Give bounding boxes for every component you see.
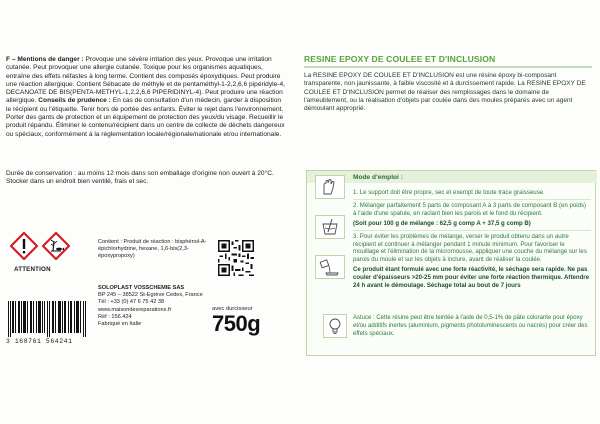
- tip-text: Astuce : Cette résine peut être teintée à l'aide de 0,5-1% de pâte colorante pour époxy et/ou additifs inertes (aluminium, pigments photoluminescents ou nacrés) pour créer des effets spéciaux.: [353, 315, 588, 337]
- step-divider: [353, 230, 591, 231]
- company-address: BP 245 – 38522 St-Egrève Cedex, France: [98, 292, 203, 299]
- mixing-icon: [315, 215, 345, 239]
- barcode-number: 3 168761 564241: [6, 338, 73, 345]
- storage-info: Durée de conservation : au moins 12 mois dans son emballage d'origine non ouvert à 20°C. Stocker dans un endroit bien ventilé, frais et sec.: [6, 170, 274, 186]
- danger-heading: F – Mentions de danger :: [6, 56, 84, 63]
- step-3: 3. Pour éviter les problèmes de mélange, verser le produit obtenu dans un autre récipient et continuer à mélanger pendant 1 minute minimum. Pour favoriser le mouillage et l'élimination de la micromousse, appliquer une couche du mélange sur les parois du moule et sur les objets à inclure, avant de réaliser la coulée.: [353, 232, 587, 264]
- tip-icon: [323, 314, 347, 338]
- step-3-drying: Ce produit étant formulé avec une forte réactivité, le séchage sera rapide. Ne pas couler d'épaisseurs >20-25 mm pour éviter une forte réaction thermique. Attendre 24 h avant le démoulage. Séchage total au bout de 7 jours: [353, 266, 590, 290]
- composition-text: Contient : Produit de réaction : bisphénol-A-épichlorhydrine, hexane, 1,6-bis(2,3-époxypropoxy): [98, 239, 207, 260]
- usage-instructions-box: [306, 170, 596, 356]
- manufacturer-info: [98, 285, 208, 328]
- danger-statements: [6, 56, 288, 139]
- barcode: [6, 301, 90, 337]
- usage-steps: [353, 189, 591, 292]
- usage-header: [307, 171, 597, 183]
- product-reference: Réf : 156.424: [98, 313, 132, 320]
- conseils-text: En cas de consultation d'un médecin, garder à disposition le récipient ou l'étiquette. Tenir hors de portée des enfants. Éviter le rejet dans l'environnement. Porter des gants de protection et un équipement de protection des yeux/du visage. Recueillir le produit répandu. Éliminer le contenu/récipient dans un centre de collecte de déchets dangereux ou spéciaux, conformément à la réglementation locale/régionale/nationale et/ou internationale.: [6, 97, 285, 138]
- exclamation-mark-icon: [10, 232, 38, 260]
- step-divider: [353, 199, 591, 200]
- left-panel: [0, 0, 292, 424]
- title-divider: [304, 66, 592, 68]
- right-panel: [292, 0, 600, 424]
- made-in: Fabriqué en Italie: [98, 321, 142, 328]
- company-phone: Tél : +33 (0) 47 6 75 42 38: [98, 299, 165, 306]
- qr-code[interactable]: [218, 240, 254, 276]
- conseils-heading: Conseils de prudence :: [38, 97, 111, 105]
- gloves-icon: [315, 175, 345, 199]
- environment-hazard-icon: [42, 232, 70, 260]
- net-weight: 750g: [212, 311, 261, 336]
- danger-text: Provoque une sévère irritation des yeux. Provoque une irritation cutanée. Peut provoquer une allergie cutanée. Toxique pour les organismes aquatiques, entraîne des effets néfastes à long terme. Contient des composés époxydiques. Peut produire une réaction allergique. Contient Sébacate de méthyle et de pentaméthyl-1-2,2,6,6 pipéridyle-4, DECANOATE DE BIS(PENTA-METHYL-1,2,2,6,6 PIPERIDINYL-4). Peut produire une réaction allergique.: [6, 56, 285, 105]
- usage-title: Mode d'emploi :: [353, 174, 403, 181]
- company-name: SOLOPLAST VOSSCHEMIE SAS: [98, 285, 185, 291]
- step-2-ratio: (Soit pour 100 g de mélange : 62,5 g comp A + 37,5 g comp B): [353, 219, 531, 227]
- pouring-icon: [315, 255, 345, 279]
- step-2: 2. Mélanger parfaitement 5 parts de composant A à 3 parts de composant B (en poids) à l'aide d'une spatule, en raclant bien les parois et le fond du récipient.: [353, 201, 587, 217]
- product-description: La RESINE EPOXY DE COULEE ET D'INCLUSION est une résine époxy bi-composant transparente, non jaunissante, à faible viscosité et à durcissement rapide. La RESINE EPOXY DE COULEE ET D'INCLUSION permet de réaliser des remplissages dans le domaine de l'ameublement, ou la réalisation d'objets par coulée dans des moules préparés avec un agent démoulant approprié.: [304, 72, 586, 113]
- company-website[interactable]: www.maisondesreparations.fr: [98, 306, 172, 313]
- signal-word: ATTENTION: [14, 266, 51, 273]
- step-1: 1. Le support doit être propre, sec et exempt de toute trace graisseuse.: [353, 189, 545, 196]
- weight-label: avec durcisseur: [212, 306, 253, 312]
- product-title: RESINE EPOXY DE COULEE ET D'INCLUSION: [304, 54, 496, 64]
